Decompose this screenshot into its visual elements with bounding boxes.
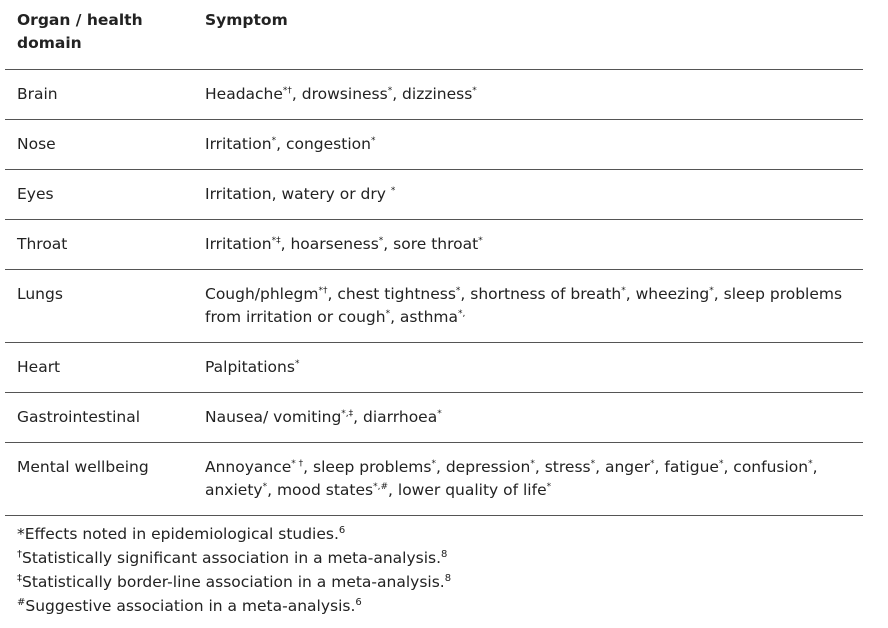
footnote-text: Suggestive association in a meta-analysis. — [25, 597, 356, 615]
symptom-marker: * — [370, 135, 376, 146]
header-organ: Organ / health domain — [5, 0, 193, 70]
symptom-cell — [193, 220, 863, 270]
footnotes — [17, 522, 451, 618]
footnote-mark: * — [17, 525, 25, 543]
footnote-text: Statistically border-line association in a meta-analysis. — [22, 573, 445, 591]
table-body — [5, 70, 863, 516]
organ-cell: Mental wellbeing — [5, 443, 193, 516]
symptom-text: Palpitations — [205, 358, 295, 376]
footnote-text: Statistically significant association in a meta-analysis. — [22, 549, 441, 567]
symptom-text: , wheezing — [625, 285, 710, 303]
symptom-text: , stress — [534, 458, 591, 476]
symptom-marker: * — [472, 85, 477, 96]
symptom-cell — [193, 343, 863, 393]
symptom-text: Irritation, watery or dry — [205, 185, 391, 203]
symptom-marker: *† — [318, 285, 328, 296]
footnote — [17, 570, 451, 594]
symptom-text: , dizziness — [392, 85, 473, 103]
table-row — [5, 70, 863, 120]
symptom-text: , sleep problems from irritation or cough — [205, 285, 843, 326]
footnote-text: Effects noted in epidemiological studies. — [24, 525, 339, 543]
table-header-row — [5, 0, 863, 70]
symptom-text: Irritation — [205, 135, 272, 153]
symptom-marker: * — [431, 458, 436, 469]
symptom-cell — [193, 443, 863, 516]
footnote — [17, 546, 451, 570]
footnote-reference: 6 — [338, 524, 346, 536]
symptom-text: , confusion — [723, 458, 809, 476]
symptom-marker: * — [808, 458, 813, 469]
symptom-table — [5, 0, 863, 516]
symptom-marker: * — [709, 285, 714, 296]
footnote-reference: 8 — [444, 572, 452, 584]
footnote-mark: ‡ — [17, 572, 22, 584]
symptom-marker: * — [621, 285, 626, 296]
organ-cell: Lungs — [5, 270, 193, 343]
symptom-cell — [193, 170, 863, 220]
symptom-cell — [193, 70, 863, 120]
table-row — [5, 443, 863, 516]
symptom-text: , mood states — [267, 481, 374, 499]
symptom-text: , congestion — [276, 135, 371, 153]
symptom-cell — [193, 120, 863, 170]
symptom-marker: * — [455, 285, 461, 296]
symptom-marker: *, — [458, 308, 466, 319]
header-symptom: Symptom — [193, 0, 863, 70]
symptom-text: , anxiety — [205, 458, 818, 499]
symptom-marker: * — [546, 481, 552, 492]
symptom-text: , sleep problems — [303, 458, 432, 476]
table-row — [5, 170, 863, 220]
symptom-text: , depression — [435, 458, 531, 476]
symptom-marker: * — [385, 308, 391, 319]
table-row — [5, 220, 863, 270]
organ-cell: Brain — [5, 70, 193, 120]
symptom-cell — [193, 270, 863, 343]
symptom-text: Annoyance — [205, 458, 292, 476]
organ-cell: Throat — [5, 220, 193, 270]
symptom-marker: * — [271, 135, 277, 146]
symptom-text: , asthma — [390, 308, 458, 326]
symptom-text: , anger — [595, 458, 651, 476]
symptom-marker: * — [294, 358, 300, 369]
footnote-reference: 8 — [441, 548, 448, 560]
footnote-mark: # — [17, 596, 26, 608]
symptom-marker: * — [530, 458, 535, 469]
symptom-text: , lower quality of life — [388, 481, 547, 499]
symptom-text: Irritation — [205, 235, 272, 253]
organ-cell: Heart — [5, 343, 193, 393]
symptom-marker: *,‡ — [341, 408, 354, 419]
symptom-marker: *,# — [373, 481, 389, 492]
symptom-text: , drowsiness — [291, 85, 388, 103]
footnote-reference: 6 — [355, 596, 362, 608]
table-row — [5, 393, 863, 443]
symptom-marker: * — [387, 85, 393, 96]
symptom-text: Nausea/ vomiting — [205, 408, 342, 426]
footnote — [17, 522, 451, 546]
symptom-marker: * — [478, 235, 483, 246]
organ-cell: Nose — [5, 120, 193, 170]
symptom-marker: * — [262, 481, 268, 492]
symptom-marker: *‡ — [271, 235, 281, 246]
symptom-cell — [193, 393, 863, 443]
symptom-marker: * — [390, 185, 396, 196]
symptom-marker: * — [437, 408, 442, 419]
symptom-text: , fatigue — [654, 458, 719, 476]
symptom-text: Cough/phlegm — [205, 285, 319, 303]
symptom-text: , shortness of breath — [460, 285, 622, 303]
footnote — [17, 594, 451, 618]
symptom-marker: *† — [282, 85, 292, 96]
symptom-text: , diarrhoea — [353, 408, 438, 426]
symptom-marker: * — [590, 458, 596, 469]
symptom-marker: * — [650, 458, 655, 469]
organ-cell: Gastrointestinal — [5, 393, 193, 443]
symptom-text: Headache — [205, 85, 283, 103]
symptom-text: , chest tightness — [327, 285, 456, 303]
footnote-mark: † — [17, 548, 22, 560]
symptom-marker: * — [378, 235, 384, 246]
table-row — [5, 270, 863, 343]
symptom-marker: * † — [291, 458, 304, 469]
symptom-marker: * — [718, 458, 724, 469]
symptom-text: , sore throat — [383, 235, 479, 253]
table-row — [5, 120, 863, 170]
symptom-text: , hoarseness — [280, 235, 379, 253]
table-row — [5, 343, 863, 393]
organ-cell: Eyes — [5, 170, 193, 220]
